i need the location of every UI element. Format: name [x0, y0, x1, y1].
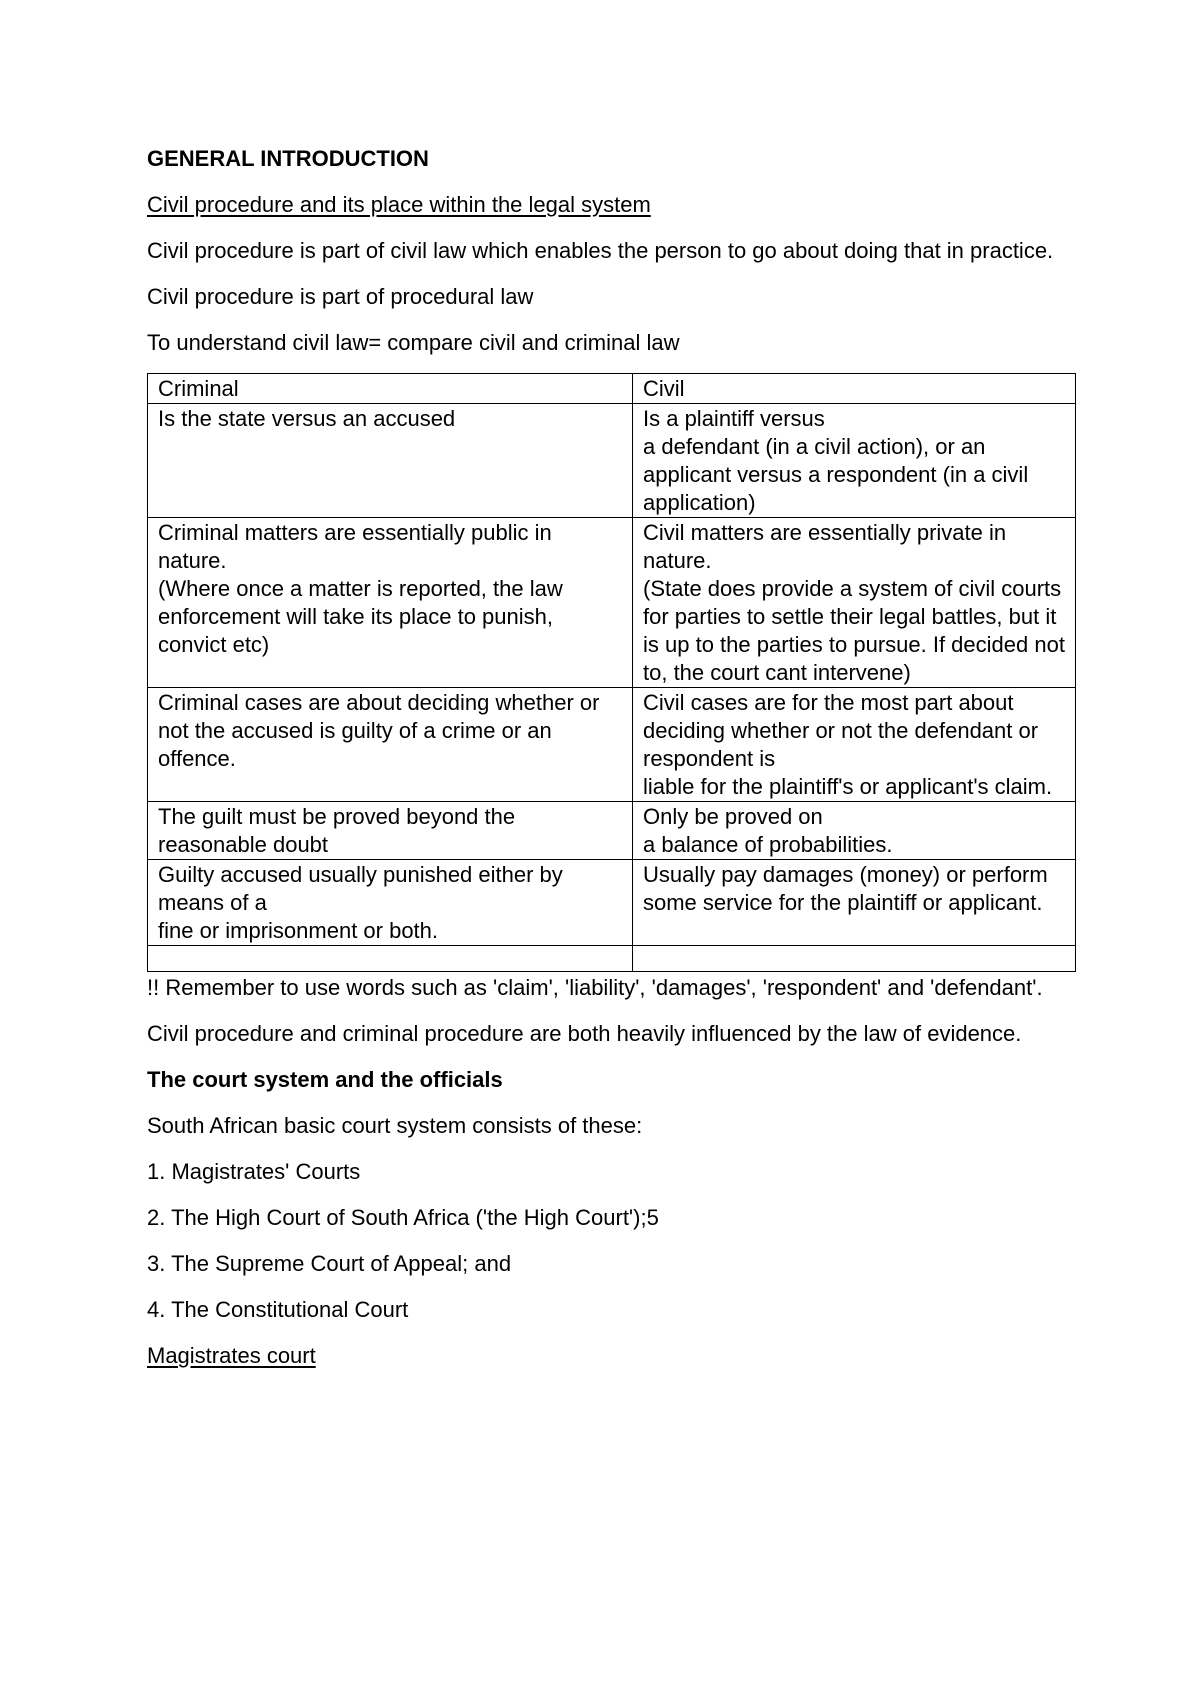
table-row-empty	[148, 946, 1076, 972]
paragraph-evidence: Civil procedure and criminal procedure are both heavily influenced by the law of evidence.	[147, 1021, 1022, 1046]
cell-line: Only be proved on	[643, 804, 823, 829]
cell-line: Civil cases are for the most part about deciding whether or not the defendant or respondent is	[643, 690, 1039, 771]
list-item: 1. Magistrates' Courts	[147, 1159, 361, 1184]
cell-line: (State does provide a system of civil courts for parties to settle their legal battles, but it is up to the parties to pursue. If decided not to, the court cant intervene)	[643, 576, 1065, 685]
header-criminal: Criminal	[148, 374, 633, 404]
table-header-row	[148, 374, 1076, 404]
cell-criminal	[148, 860, 633, 946]
cell-line: Criminal matters are essentially public in nature.	[158, 520, 552, 573]
cell-line: a balance of probabilities.	[643, 832, 893, 857]
court-system-heading: The court system and the officials	[147, 1067, 503, 1092]
court-system-intro: South African basic court system consists of these:	[147, 1113, 643, 1138]
cell-civil	[633, 688, 1076, 802]
list-item: 2. The High Court of South Africa ('the High Court');5	[147, 1205, 659, 1230]
cell-empty	[148, 946, 633, 972]
cell-line: Usually pay damages (money) or perform some service for the plaintiff or applicant.	[643, 862, 1048, 915]
cell-civil	[633, 404, 1076, 518]
magistrates-heading: Magistrates court	[147, 1343, 316, 1368]
cell-criminal	[148, 404, 633, 518]
table-row	[148, 860, 1076, 946]
cell-line: a defendant (in a civil action), or an applicant versus a respondent (in a civil application)	[643, 434, 1029, 515]
table-row	[148, 518, 1076, 688]
cell-line: Is a plaintiff versus	[643, 406, 825, 431]
section-subtitle: Civil procedure and its place within the legal system	[147, 192, 651, 217]
document-page	[147, 143, 1077, 1386]
remember-note: !! Remember to use words such as 'claim', 'liability', 'damages', 'respondent' and 'defendant'.	[147, 975, 1043, 1000]
cell-line: (Where once a matter is reported, the law enforcement will take its place to punish, convict etc)	[158, 576, 563, 657]
cell-line: Guilty accused usually punished either by means of a	[158, 862, 563, 915]
cell-line: liable for the plaintiff's or applicant's claim.	[643, 774, 1053, 799]
list-item: 4. The Constitutional Court	[147, 1297, 409, 1322]
cell-line: The guilt must be proved beyond the reasonable doubt	[158, 804, 516, 857]
comparison-table	[147, 373, 1076, 972]
cell-criminal	[148, 688, 633, 802]
cell-line: Criminal cases are about deciding whether or not the accused is guilty of a crime or an offence.	[158, 690, 600, 771]
table-row	[148, 688, 1076, 802]
cell-line: Civil matters are essentially private in nature.	[643, 520, 1007, 573]
list-item: 3. The Supreme Court of Appeal; and	[147, 1251, 512, 1276]
header-civil: Civil	[633, 374, 1076, 404]
paragraph-civil-law: Civil procedure is part of civil law which enables the person to go about doing that in practice.	[147, 238, 1054, 263]
cell-civil	[633, 518, 1076, 688]
cell-civil	[633, 802, 1076, 860]
cell-civil	[633, 860, 1076, 946]
document-title: GENERAL INTRODUCTION	[147, 146, 429, 171]
cell-line: Is the state versus an accused	[158, 406, 456, 431]
table-row	[148, 802, 1076, 860]
paragraph-compare: To understand civil law= compare civil and criminal law	[147, 330, 680, 355]
cell-criminal	[148, 518, 633, 688]
cell-empty	[633, 946, 1076, 972]
cell-line: fine or imprisonment or both.	[158, 918, 439, 943]
cell-criminal	[148, 802, 633, 860]
paragraph-procedural-law: Civil procedure is part of procedural law	[147, 284, 534, 309]
table-row	[148, 404, 1076, 518]
